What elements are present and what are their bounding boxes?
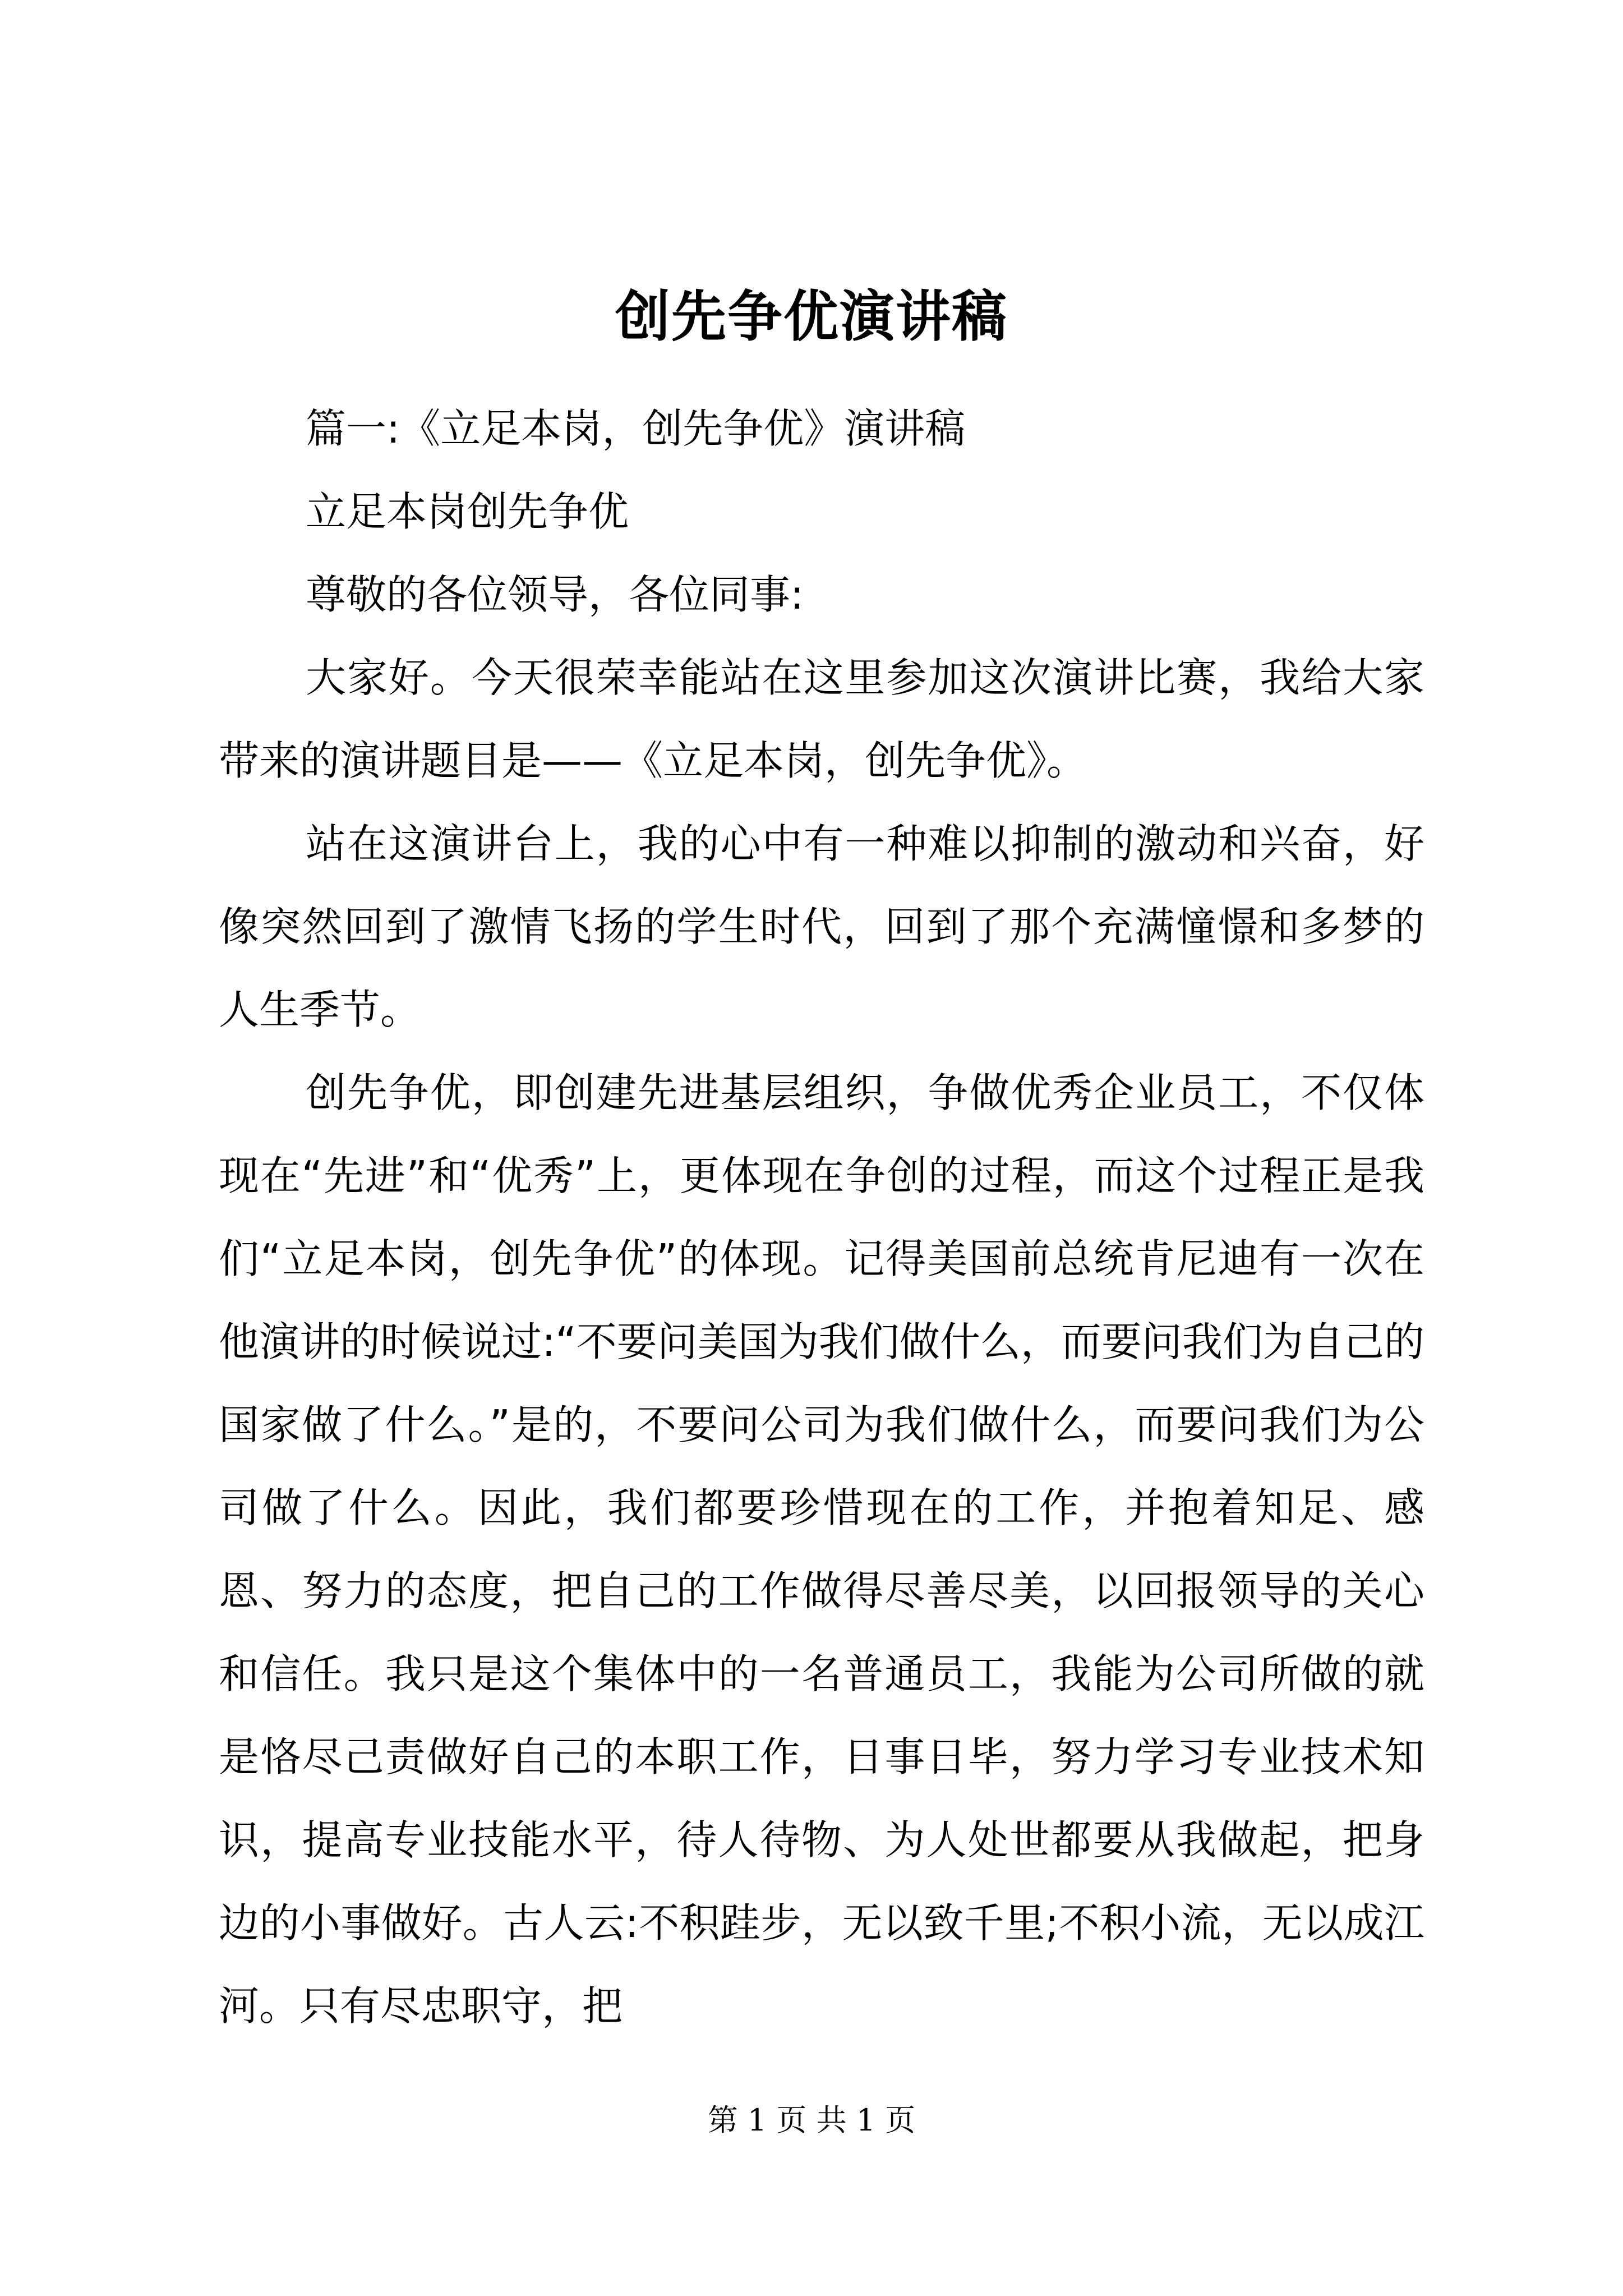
page-footer: 第 1 页 共 1 页 — [707, 2102, 916, 2138]
paragraph: 站在这演讲台上，我的心中有一种难以抑制的激动和兴奋，好像突然回到了激情飞扬的学生时代，回到了那个充满憧憬和多梦的人生季节。 — [219, 820, 1424, 1033]
salutation: 尊敬的各位领导，各位同事: — [306, 571, 804, 618]
document-body — [219, 387, 1424, 2047]
speech-title: 立足本岗创先争优 — [306, 488, 629, 535]
section-heading: 篇一:《立足本岗，创先争优》演讲稿 — [306, 405, 966, 452]
paragraph: 创先争优，即创建先进基层组织，争做优秀企业员工，不仅体现在“先进”和“优秀”上，更体现在争创的过程，而这个过程正是我们“立足本岗，创先争优”的体现。记得美国前总统肯尼迪有一次在他演讲的时候说过:“不要问美国为我们做什么，而要问我们为自己的国家做了什么。”是的，不要问公司为我们做什么，而要问我们为公司做了什么。因此，我们都要珍惜现在的工作，并抱着知足、感恩、努力的态度，把自己的工作做得尽善尽美，以回报领导的关心和信任。我只是这个集体中的一名普通员工，我能为公司所做的就是恪尽己责做好自己的本职工作，日事日毕，努力学习专业技术知识，提高专业技能水平，待人待物、为人处世都要从我做起，把身边的小事做好。古人云:不积跬步，无以致千里;不积小流，无以成江河。只有尽忠职守，把 — [219, 1069, 1424, 2030]
paragraph: 大家好。今天很荣幸能站在这里参加这次演讲比赛，我给大家带来的演讲题目是——《立足本岗，创先争优》。 — [219, 654, 1424, 784]
document-title: 创先争优演讲稿 — [615, 284, 1008, 349]
